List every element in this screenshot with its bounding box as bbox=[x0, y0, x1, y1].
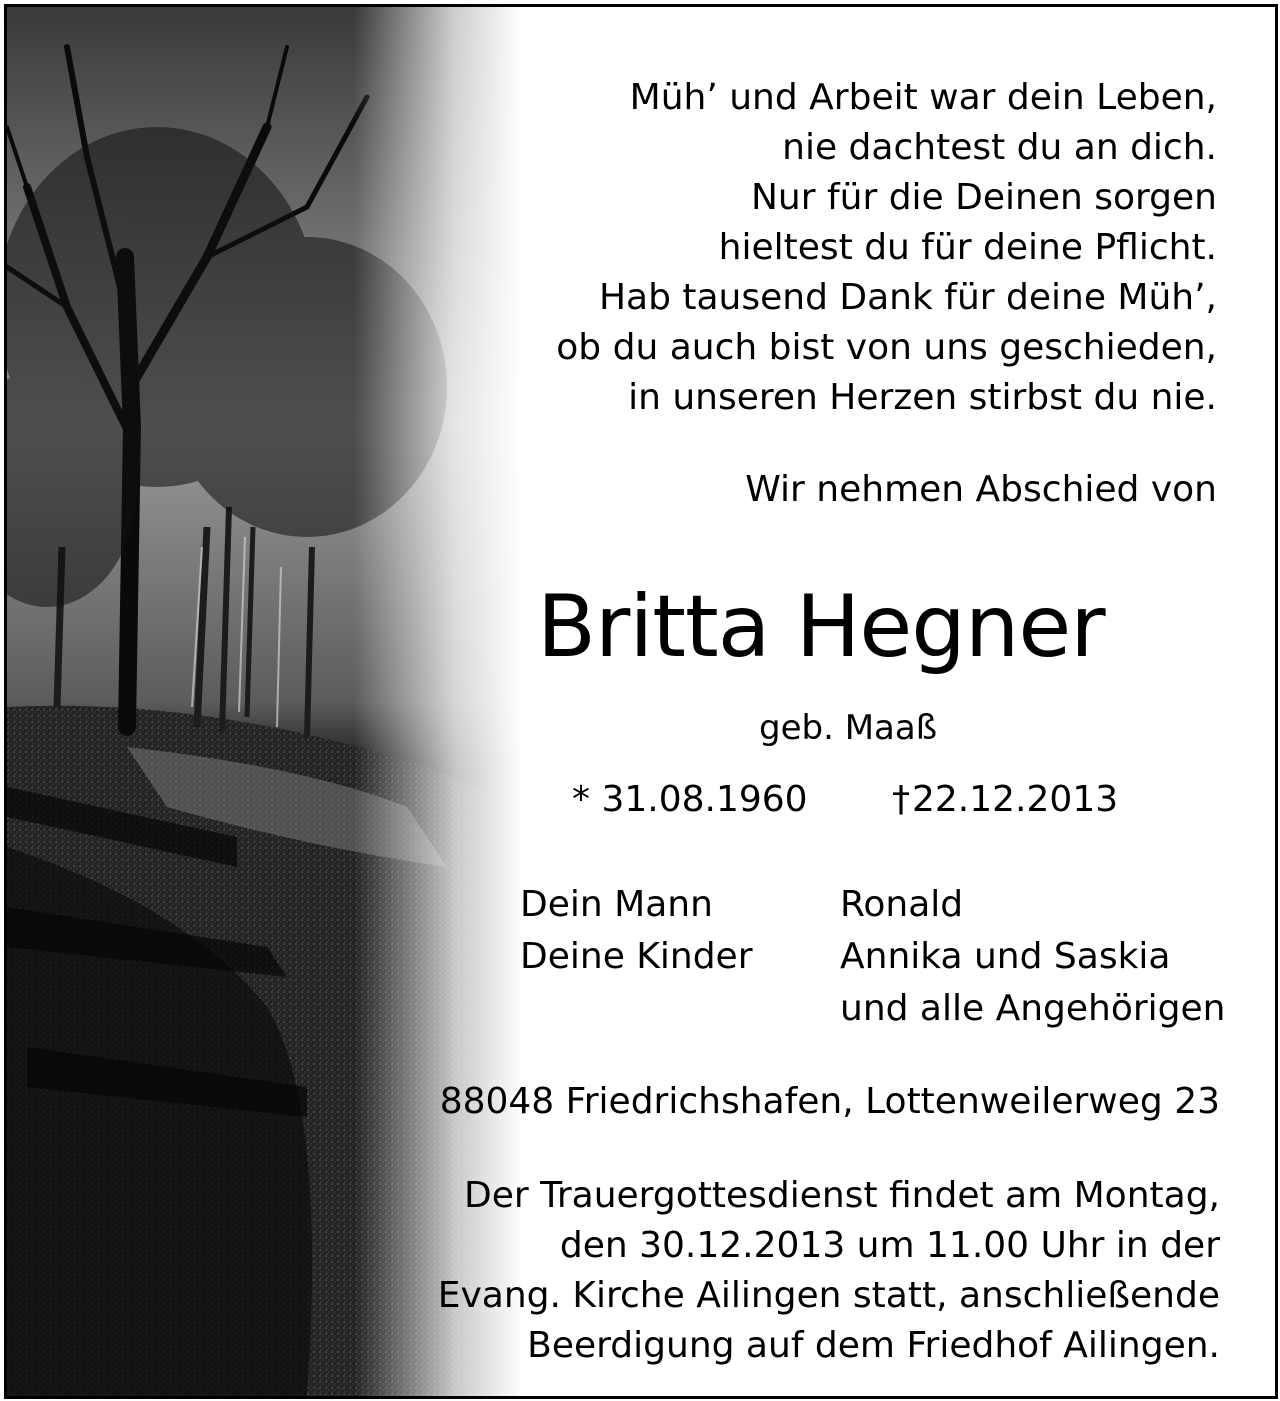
cross-icon: † bbox=[892, 779, 910, 820]
deceased-name: Britta Hegner bbox=[537, 577, 1105, 677]
address: 88048 Friedrichshafen, Lottenweilerweg 23 bbox=[439, 1081, 1220, 1122]
service-line: Evang. Kirche Ailingen statt, anschließende bbox=[437, 1275, 1220, 1316]
service-line: Beerdigung auf dem Friedhof Ailingen. bbox=[527, 1325, 1220, 1366]
death-date: 22.12.2013 bbox=[912, 779, 1119, 820]
poem-line: hieltest du für deine Pflicht. bbox=[718, 227, 1217, 268]
relation-label: Dein Mann bbox=[520, 884, 713, 925]
relative-name: Annika und Saskia bbox=[840, 936, 1171, 977]
poem-line: Nur für die Deinen sorgen bbox=[750, 177, 1217, 218]
birth-date: * 31.08.1960 bbox=[572, 779, 808, 820]
relative-name: und alle Angehörigen bbox=[840, 988, 1226, 1029]
poem-line: in unseren Herzen stirbst du nie. bbox=[628, 377, 1217, 418]
family-names bbox=[840, 879, 1226, 1035]
poem-line: Hab tausend Dank für deine Müh’, bbox=[598, 277, 1217, 318]
poem bbox=[517, 73, 1217, 423]
farewell-text: Wir nehmen Abschied von bbox=[745, 469, 1217, 510]
poem-line: ob du auch bist von uns geschieden, bbox=[556, 327, 1217, 368]
relation-label: Deine Kinder bbox=[520, 936, 753, 977]
service-line: den 30.12.2013 um 11.00 Uhr in der bbox=[559, 1225, 1220, 1266]
service-line: Der Trauergottesdienst findet am Montag, bbox=[464, 1175, 1220, 1216]
poem-line: nie dachtest du an dich. bbox=[782, 127, 1217, 168]
birth-name: geb. Maaß bbox=[759, 708, 938, 748]
death-date-line bbox=[892, 775, 1118, 825]
obituary-notice bbox=[4, 4, 1278, 1399]
family-relations bbox=[520, 879, 753, 983]
poem-line: Müh’ und Arbeit war dein Leben, bbox=[629, 77, 1217, 118]
relative-name: Ronald bbox=[840, 884, 964, 925]
service-info bbox=[438, 1171, 1220, 1371]
